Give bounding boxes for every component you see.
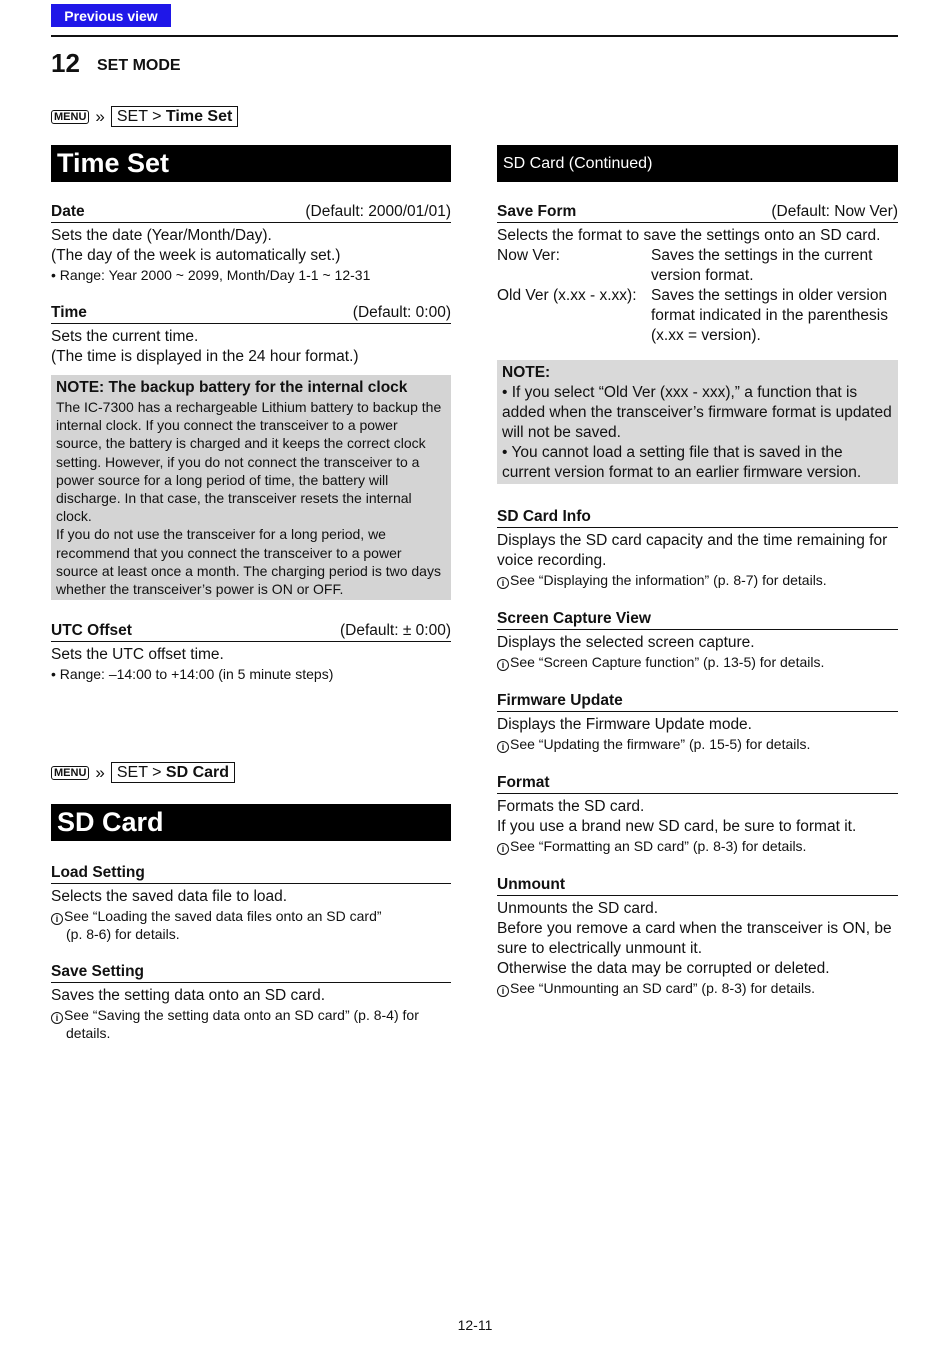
format-desc-1: Formats the SD card. bbox=[497, 798, 645, 815]
load-setting-heading: Load Setting bbox=[51, 863, 451, 884]
date-desc-2: (The day of the week is automatically set.) bbox=[51, 247, 341, 264]
breadcrumb-sd-card bbox=[51, 762, 235, 783]
info-icon: i bbox=[497, 577, 509, 589]
load-setting-see-cont: (p. 8-6) for details. bbox=[66, 926, 180, 942]
time-desc-1: Sets the current time. bbox=[51, 328, 199, 345]
sd-card-info-desc: Displays the SD card capacity and the time remaining for voice recording. bbox=[497, 532, 888, 569]
save-form-heading: Save Form (Default: Now Ver) bbox=[497, 202, 898, 223]
note-heading: NOTE: The backup battery for the internal clock bbox=[56, 379, 408, 396]
menu-key-icon: MENU bbox=[51, 110, 89, 124]
unmount-see: i See “Unmounting an SD card” (p. 8-3) for details. bbox=[497, 979, 898, 997]
info-icon: i bbox=[497, 659, 509, 671]
sd-card-banner: SD Card bbox=[51, 804, 451, 841]
backup-battery-note bbox=[51, 375, 451, 600]
date-heading: Date (Default: 2000/01/01) bbox=[51, 202, 451, 223]
sd-card-info-see: i See “Displaying the information” (p. 8-7) for details. bbox=[497, 571, 898, 589]
firmware-update-see: i See “Updating the firmware” (p. 15-5) for details. bbox=[497, 735, 898, 753]
load-setting-see: i See “Loading the saved data files onto an SD card” bbox=[51, 907, 451, 925]
note-bullet-2: • You cannot load a setting file that is saved in the current version format to an earlier firmware version. bbox=[502, 444, 862, 481]
page-number: 12-11 bbox=[457, 1317, 493, 1333]
info-icon: i bbox=[497, 985, 509, 997]
top-rule bbox=[51, 35, 898, 37]
note-para-1: The IC-7300 has a rechargeable Lithium battery to backup the internal clock. If you connect the transceiver to a power source, the battery is charged and it keeps the correct clock setting. However, if you do not connect the transceiver to a power source for a long period of time, the battery will discharge. In that case, the transceiver resets the internal clock. bbox=[56, 399, 442, 525]
time-set-banner: Time Set bbox=[51, 145, 451, 182]
chapter-title: SET MODE bbox=[97, 57, 181, 74]
time-desc-2: (The time is displayed in the 24 hour format.) bbox=[51, 348, 359, 365]
breadcrumb-path: SET > SD Card bbox=[111, 762, 235, 783]
save-setting-desc: Saves the setting data onto an SD card. bbox=[51, 987, 326, 1004]
info-icon: i bbox=[51, 1012, 63, 1024]
info-icon: i bbox=[497, 741, 509, 753]
info-icon: i bbox=[497, 843, 509, 855]
unmount-desc-2: Before you remove a card when the transceiver is ON, be sure to electrically unmount it. bbox=[497, 920, 892, 957]
sd-card-section bbox=[51, 863, 451, 1042]
save-setting-see-cont: details. bbox=[66, 1025, 111, 1041]
format-heading: Format bbox=[497, 773, 898, 794]
time-set-section bbox=[51, 202, 451, 683]
firmware-update-desc: Displays the Firmware Update mode. bbox=[497, 716, 752, 733]
load-setting-desc: Selects the saved data file to load. bbox=[51, 888, 288, 905]
previous-view-button[interactable]: Previous view bbox=[51, 4, 171, 27]
utc-heading: UTC Offset (Default: ± 0:00) bbox=[51, 621, 451, 642]
save-form-desc: Selects the format to save the settings onto an SD card. bbox=[497, 227, 881, 244]
unmount-heading: Unmount bbox=[497, 875, 898, 896]
utc-desc: Sets the UTC offset time. bbox=[51, 646, 224, 664]
sd-card-info-heading: SD Card Info bbox=[497, 507, 898, 528]
screen-capture-see: i See “Screen Capture function” (p. 13-5) for details. bbox=[497, 653, 898, 671]
utc-range: • Range: –14:00 to +14:00 (in 5 minute steps) bbox=[51, 666, 334, 683]
format-desc-2: If you use a brand new SD card, be sure to format it. bbox=[497, 818, 857, 835]
unmount-desc-1: Unmounts the SD card. bbox=[497, 900, 659, 917]
info-icon: i bbox=[51, 913, 63, 925]
note-bullet-1: • If you select “Old Ver (xxx - xxx),” a function that is added when the transceiver’s firmware format is updated will not be saved. bbox=[502, 384, 892, 441]
format-see: i See “Formatting an SD card” (p. 8-3) for details. bbox=[497, 837, 898, 855]
save-setting-heading: Save Setting bbox=[51, 962, 451, 983]
breadcrumb-time-set bbox=[51, 106, 238, 127]
breadcrumb-separator: » bbox=[95, 106, 105, 126]
save-form-note bbox=[497, 360, 898, 484]
date-range: • Range: Year 2000 ~ 2099, Month/Day 1-1 ~ 12-31 bbox=[51, 267, 371, 283]
old-ver-row: Old Ver (x.xx - x.xx): Saves the settings in older version format indicated in the parenthesis (x.xx = version). bbox=[497, 287, 888, 344]
now-ver-row: Now Ver: Saves the settings in the current version format. bbox=[497, 247, 873, 284]
breadcrumb-separator: » bbox=[95, 762, 105, 782]
note-para-2: If you do not use the transceiver for a long period, we recommend that you connect the transceiver to a power source at least once a month. The charging period is two days whether the transceiver’s power is ON or OFF. bbox=[56, 526, 441, 598]
note-heading: NOTE: bbox=[502, 364, 551, 381]
screen-capture-heading: Screen Capture View bbox=[497, 609, 898, 630]
unmount-desc-3: Otherwise the data may be corrupted or deleted. bbox=[497, 960, 830, 977]
menu-key-icon: MENU bbox=[51, 766, 89, 780]
date-desc-1: Sets the date (Year/Month/Day). bbox=[51, 227, 272, 244]
screen-capture-desc: Displays the selected screen capture. bbox=[497, 634, 755, 651]
sd-card-continued-banner: SD Card (Continued) bbox=[497, 145, 898, 182]
breadcrumb-path: SET > Time Set bbox=[111, 106, 238, 127]
chapter-number: 12 bbox=[51, 48, 80, 78]
time-heading: Time (Default: 0:00) bbox=[51, 303, 451, 324]
firmware-update-heading: Firmware Update bbox=[497, 691, 898, 712]
sd-card-continued-section bbox=[497, 202, 898, 997]
save-setting-see: i See “Saving the setting data onto an SD card” (p. 8-4) for bbox=[51, 1006, 451, 1024]
